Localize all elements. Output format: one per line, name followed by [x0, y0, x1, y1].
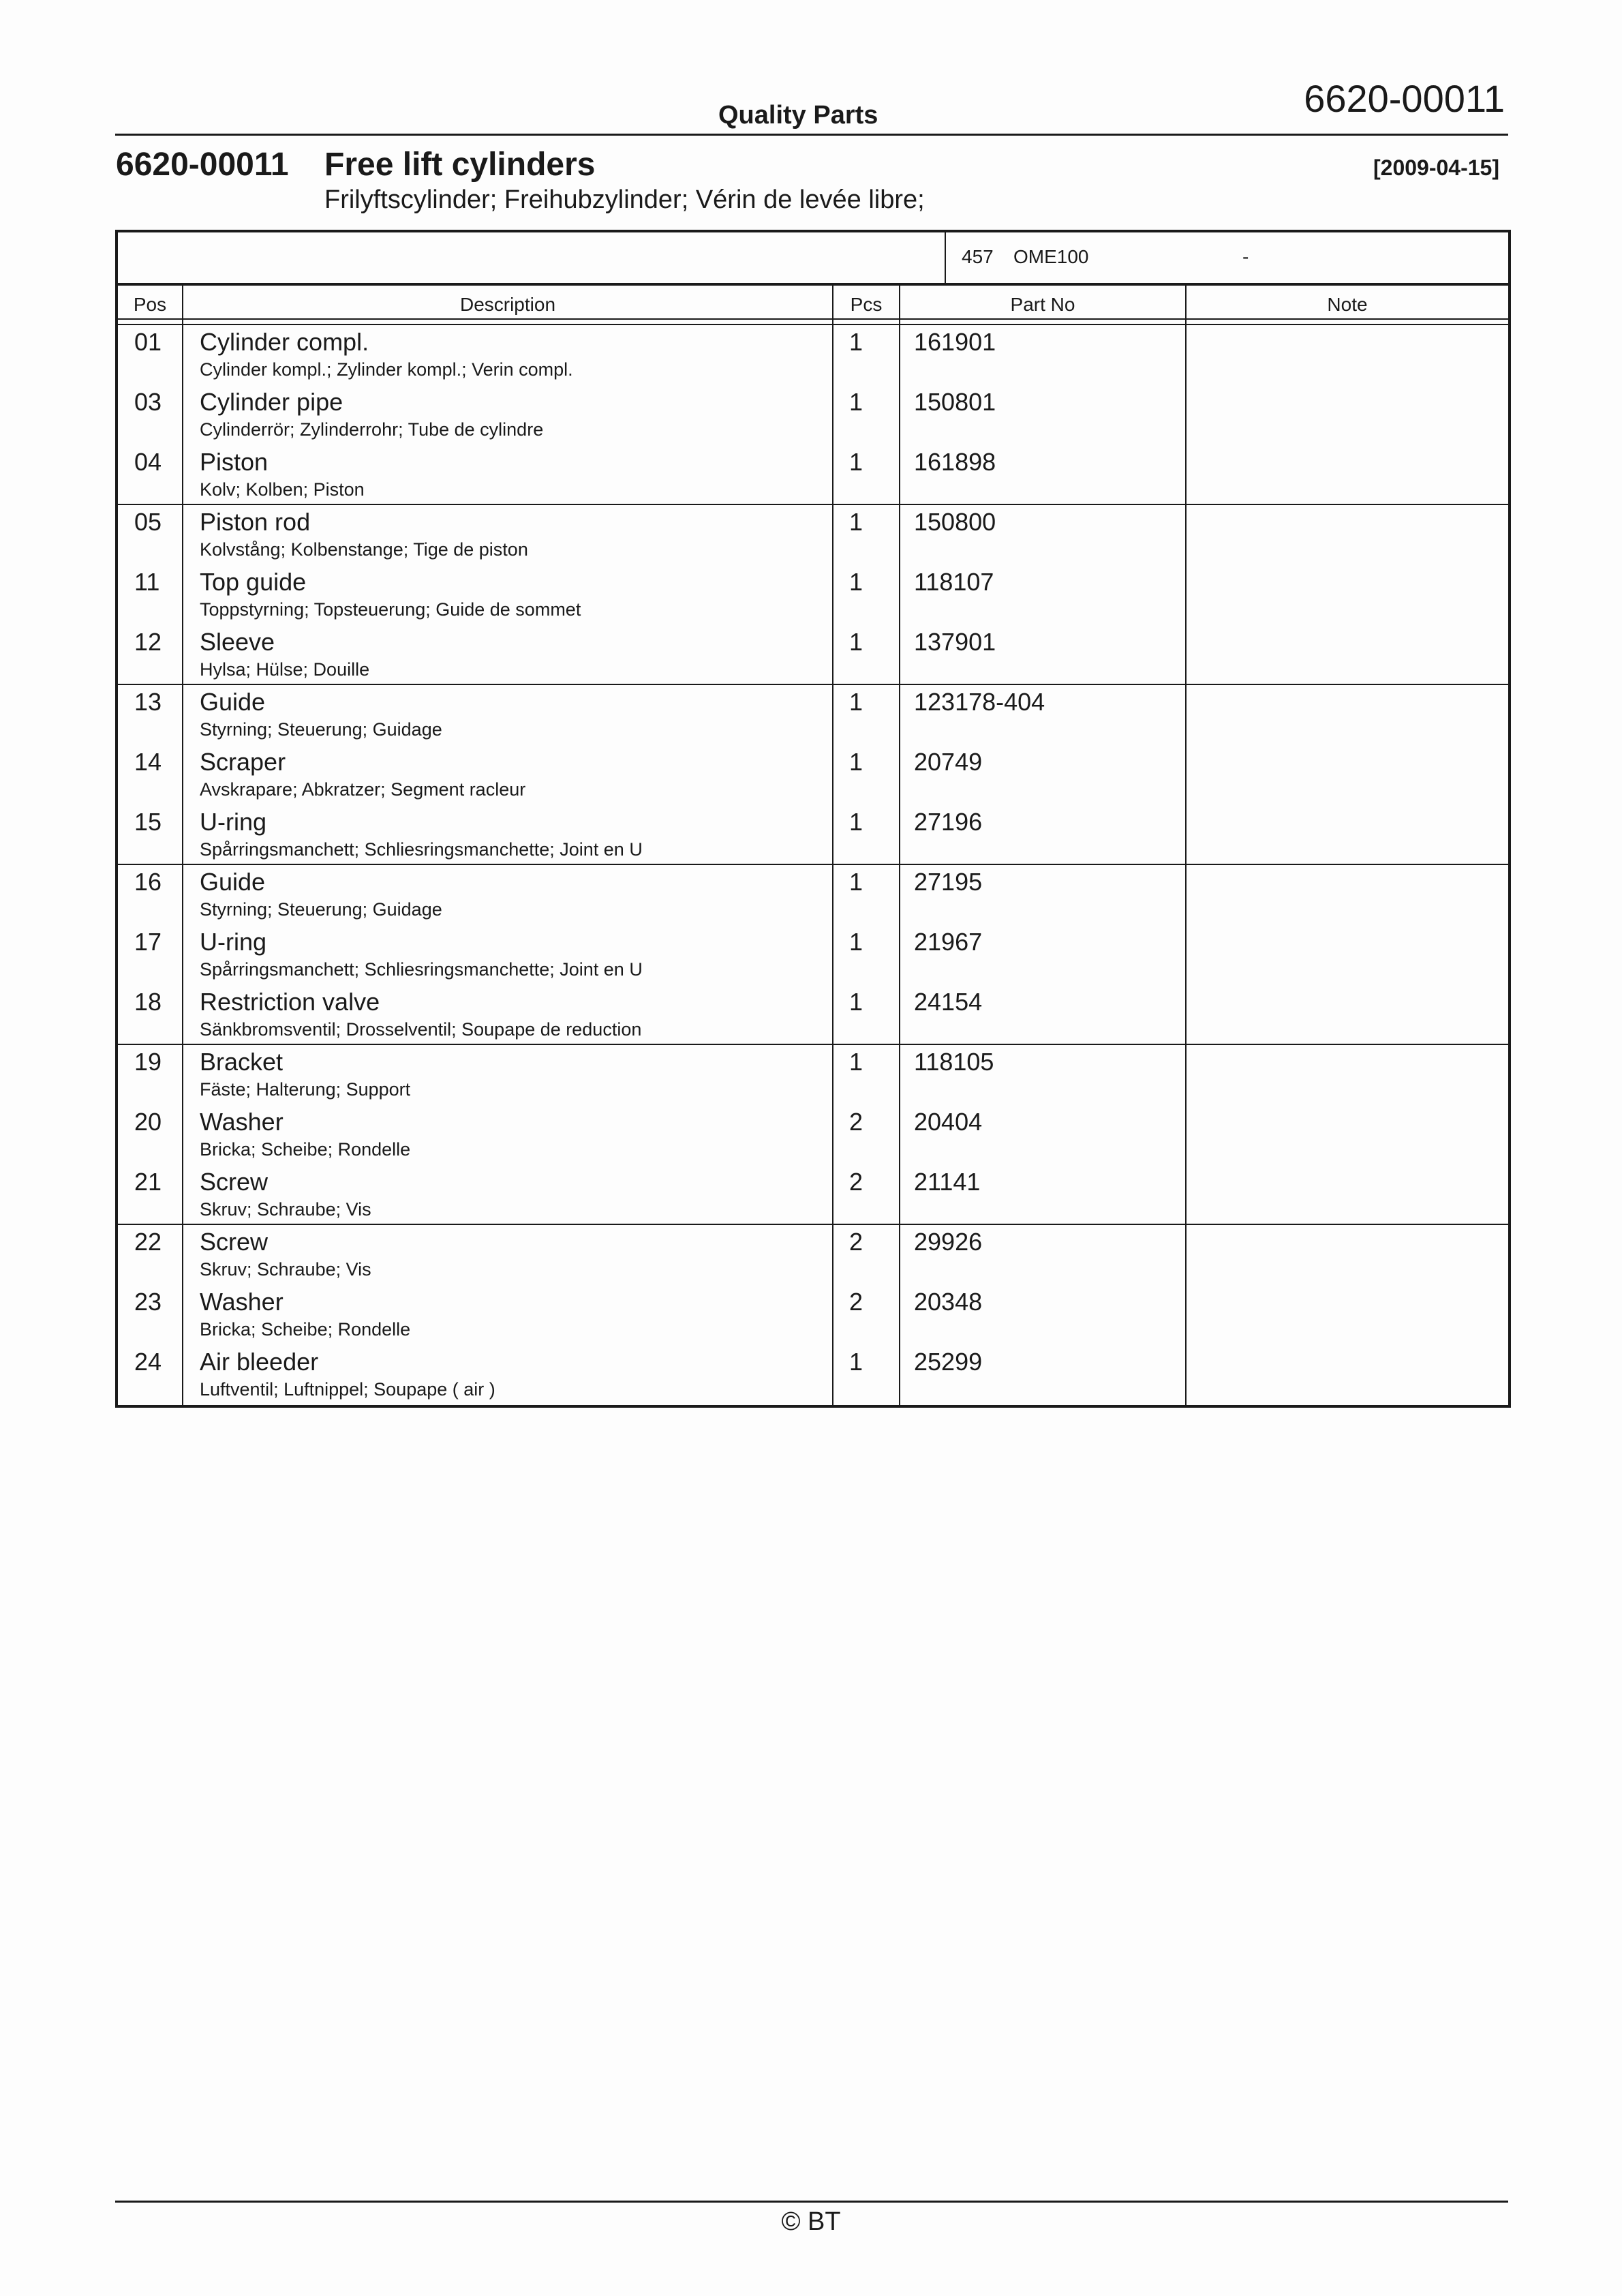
row-pcs: 1 — [849, 928, 863, 956]
row-description-translations: Hylsa; Hülse; Douille — [200, 659, 370, 680]
row-description-translations: Kolv; Kolben; Piston — [200, 479, 365, 500]
row-part-number: 21967 — [914, 928, 983, 956]
row-description: Piston — [200, 448, 269, 476]
row-pcs: 1 — [849, 388, 863, 416]
row-pcs: 1 — [849, 1348, 863, 1376]
row-pos: 19 — [134, 1048, 162, 1076]
group-name: Free lift cylinders — [324, 147, 596, 183]
table-row — [118, 805, 1508, 865]
row-pos: 23 — [134, 1288, 162, 1316]
row-description-translations: Kolvstång; Kolbenstange; Tige de piston — [200, 539, 528, 560]
row-description: Restriction valve — [200, 988, 380, 1016]
row-description: Cylinder compl. — [200, 328, 369, 356]
group-translations: Frilyftscylinder; Freihubzylinder; Vérin de levée libre; — [324, 185, 925, 214]
row-part-number: 20749 — [914, 748, 983, 776]
table-row — [118, 565, 1508, 625]
row-description-translations: Spårringsmanchett; Schliesringsmanchette; Joint en U — [200, 959, 643, 980]
model-name: OME100 — [1013, 246, 1089, 267]
row-pos: 01 — [134, 328, 162, 356]
col-header-pos: Pos — [133, 294, 167, 315]
row-description: Cylinder pipe — [200, 388, 343, 416]
row-pos: 15 — [134, 808, 162, 836]
row-description: U-ring — [200, 928, 267, 956]
row-pos: 21 — [134, 1168, 162, 1196]
row-part-number: 25299 — [914, 1348, 983, 1376]
row-pos: 16 — [134, 868, 162, 896]
row-description-translations: Styrning; Steuerung; Guidage — [200, 899, 442, 920]
row-description: Screw — [200, 1228, 269, 1256]
row-description: Bracket — [200, 1048, 284, 1076]
row-pos: 20 — [134, 1108, 162, 1136]
row-part-number: 118107 — [914, 568, 994, 596]
row-part-number: 118105 — [914, 1048, 994, 1076]
table-row — [118, 1045, 1508, 1105]
row-pcs: 1 — [849, 1048, 863, 1076]
row-description: Washer — [200, 1108, 284, 1136]
row-pcs: 1 — [849, 868, 863, 896]
row-description: Washer — [200, 1288, 284, 1316]
table-row — [118, 325, 1508, 385]
row-part-number: 29926 — [914, 1228, 983, 1256]
row-description-translations: Cylinderrör; Zylinderrohr; Tube de cylindre — [200, 419, 544, 440]
row-part-number: 20404 — [914, 1108, 983, 1136]
row-pos: 04 — [134, 448, 162, 476]
row-pcs: 2 — [849, 1228, 863, 1256]
table-row — [118, 925, 1508, 985]
header-doc-number: 6620-00011 — [1304, 77, 1505, 120]
table-row — [118, 1105, 1508, 1165]
row-part-number: 21141 — [914, 1168, 981, 1196]
group-date: [2009-04-15] — [1373, 155, 1499, 180]
row-pos: 18 — [134, 988, 162, 1016]
row-pos: 14 — [134, 748, 162, 776]
row-pcs: 1 — [849, 508, 863, 536]
row-description-translations: Cylinder kompl.; Zylinder kompl.; Verin compl. — [200, 359, 573, 380]
table-row — [118, 865, 1508, 925]
row-part-number: 20348 — [914, 1288, 983, 1316]
row-description: Sleeve — [200, 628, 275, 656]
col-header-note: Note — [1327, 294, 1368, 315]
group-number: 6620-00011 — [116, 147, 289, 183]
row-description-translations: Skruv; Schraube; Vis — [200, 1259, 371, 1280]
row-part-number: 123178-404 — [914, 688, 1045, 716]
row-pcs: 1 — [849, 988, 863, 1016]
header-rule — [115, 134, 1508, 136]
row-pcs: 2 — [849, 1168, 863, 1196]
table-row — [118, 385, 1508, 445]
row-description-translations: Fäste; Halterung; Support — [200, 1079, 411, 1100]
row-description-translations: Sänkbromsventil; Drosselventil; Soupape de reduction — [200, 1019, 642, 1040]
footer-rule — [115, 2201, 1508, 2203]
table-row — [118, 745, 1508, 805]
row-pos: 22 — [134, 1228, 162, 1256]
row-description: Screw — [200, 1168, 269, 1196]
table-row — [118, 985, 1508, 1045]
row-description-translations: Spårringsmanchett; Schliesringsmanchette; Joint en U — [200, 839, 643, 860]
column-header-row — [118, 286, 1508, 318]
row-description-translations: Bricka; Scheibe; Rondelle — [200, 1139, 411, 1160]
table-row — [118, 1285, 1508, 1345]
row-pos: 03 — [134, 388, 162, 416]
row-pcs: 1 — [849, 748, 863, 776]
row-description: Top guide — [200, 568, 307, 596]
table-row — [118, 685, 1508, 745]
row-part-number: 161901 — [914, 328, 996, 356]
table-row — [118, 445, 1508, 505]
table-row — [118, 1225, 1508, 1285]
model-box — [118, 232, 1508, 286]
row-description-translations: Luftventil; Luftnippel; Soupape ( air ) — [200, 1379, 495, 1400]
header-rule-top — [118, 318, 1508, 320]
table-row — [118, 1345, 1508, 1405]
row-pcs: 1 — [849, 808, 863, 836]
row-description-translations: Bricka; Scheibe; Rondelle — [200, 1319, 411, 1340]
row-description: Scraper — [200, 748, 286, 776]
row-pcs: 2 — [849, 1288, 863, 1316]
row-pcs: 1 — [849, 568, 863, 596]
table-row — [118, 505, 1508, 565]
row-description-translations: Avskrapare; Abkratzer; Segment racleur — [200, 779, 526, 800]
row-description-translations: Styrning; Steuerung; Guidage — [200, 719, 442, 740]
row-description: Air bleeder — [200, 1348, 319, 1376]
model-box-divider — [945, 232, 946, 283]
row-pos: 13 — [134, 688, 162, 716]
row-description: U-ring — [200, 808, 267, 836]
row-part-number: 27195 — [914, 868, 983, 896]
model-range: - — [1242, 246, 1249, 267]
row-pos: 12 — [134, 628, 162, 656]
row-part-number: 137901 — [914, 628, 996, 656]
table-row — [118, 625, 1508, 685]
row-part-number: 27196 — [914, 808, 983, 836]
model-number: 457 — [962, 246, 994, 267]
row-pos: 24 — [134, 1348, 162, 1376]
row-pos: 17 — [134, 928, 162, 956]
row-description: Piston rod — [200, 508, 311, 536]
row-description-translations: Toppstyrning; Topsteuerung; Guide de sommet — [200, 599, 581, 620]
col-header-pcs: Pcs — [850, 294, 883, 315]
row-part-number: 161898 — [914, 448, 996, 476]
row-part-number: 150800 — [914, 508, 996, 536]
row-description: Guide — [200, 688, 266, 716]
row-pos: 05 — [134, 508, 162, 536]
header-title: Quality Parts — [718, 101, 878, 130]
footer-copyright: © BT — [781, 2207, 841, 2236]
row-part-number: 150801 — [914, 388, 996, 416]
row-pos: 11 — [134, 568, 160, 596]
table-row — [118, 1165, 1508, 1225]
row-description: Guide — [200, 868, 266, 896]
row-description-translations: Skruv; Schraube; Vis — [200, 1199, 371, 1220]
col-header-part-no: Part No — [1010, 294, 1075, 315]
row-pcs: 1 — [849, 628, 863, 656]
row-pcs: 1 — [849, 448, 863, 476]
row-pcs: 2 — [849, 1108, 863, 1136]
row-pcs: 1 — [849, 328, 863, 356]
row-part-number: 24154 — [914, 988, 983, 1016]
col-header-description: Description — [459, 294, 556, 315]
row-pcs: 1 — [849, 688, 863, 716]
parts-table — [115, 230, 1511, 1408]
